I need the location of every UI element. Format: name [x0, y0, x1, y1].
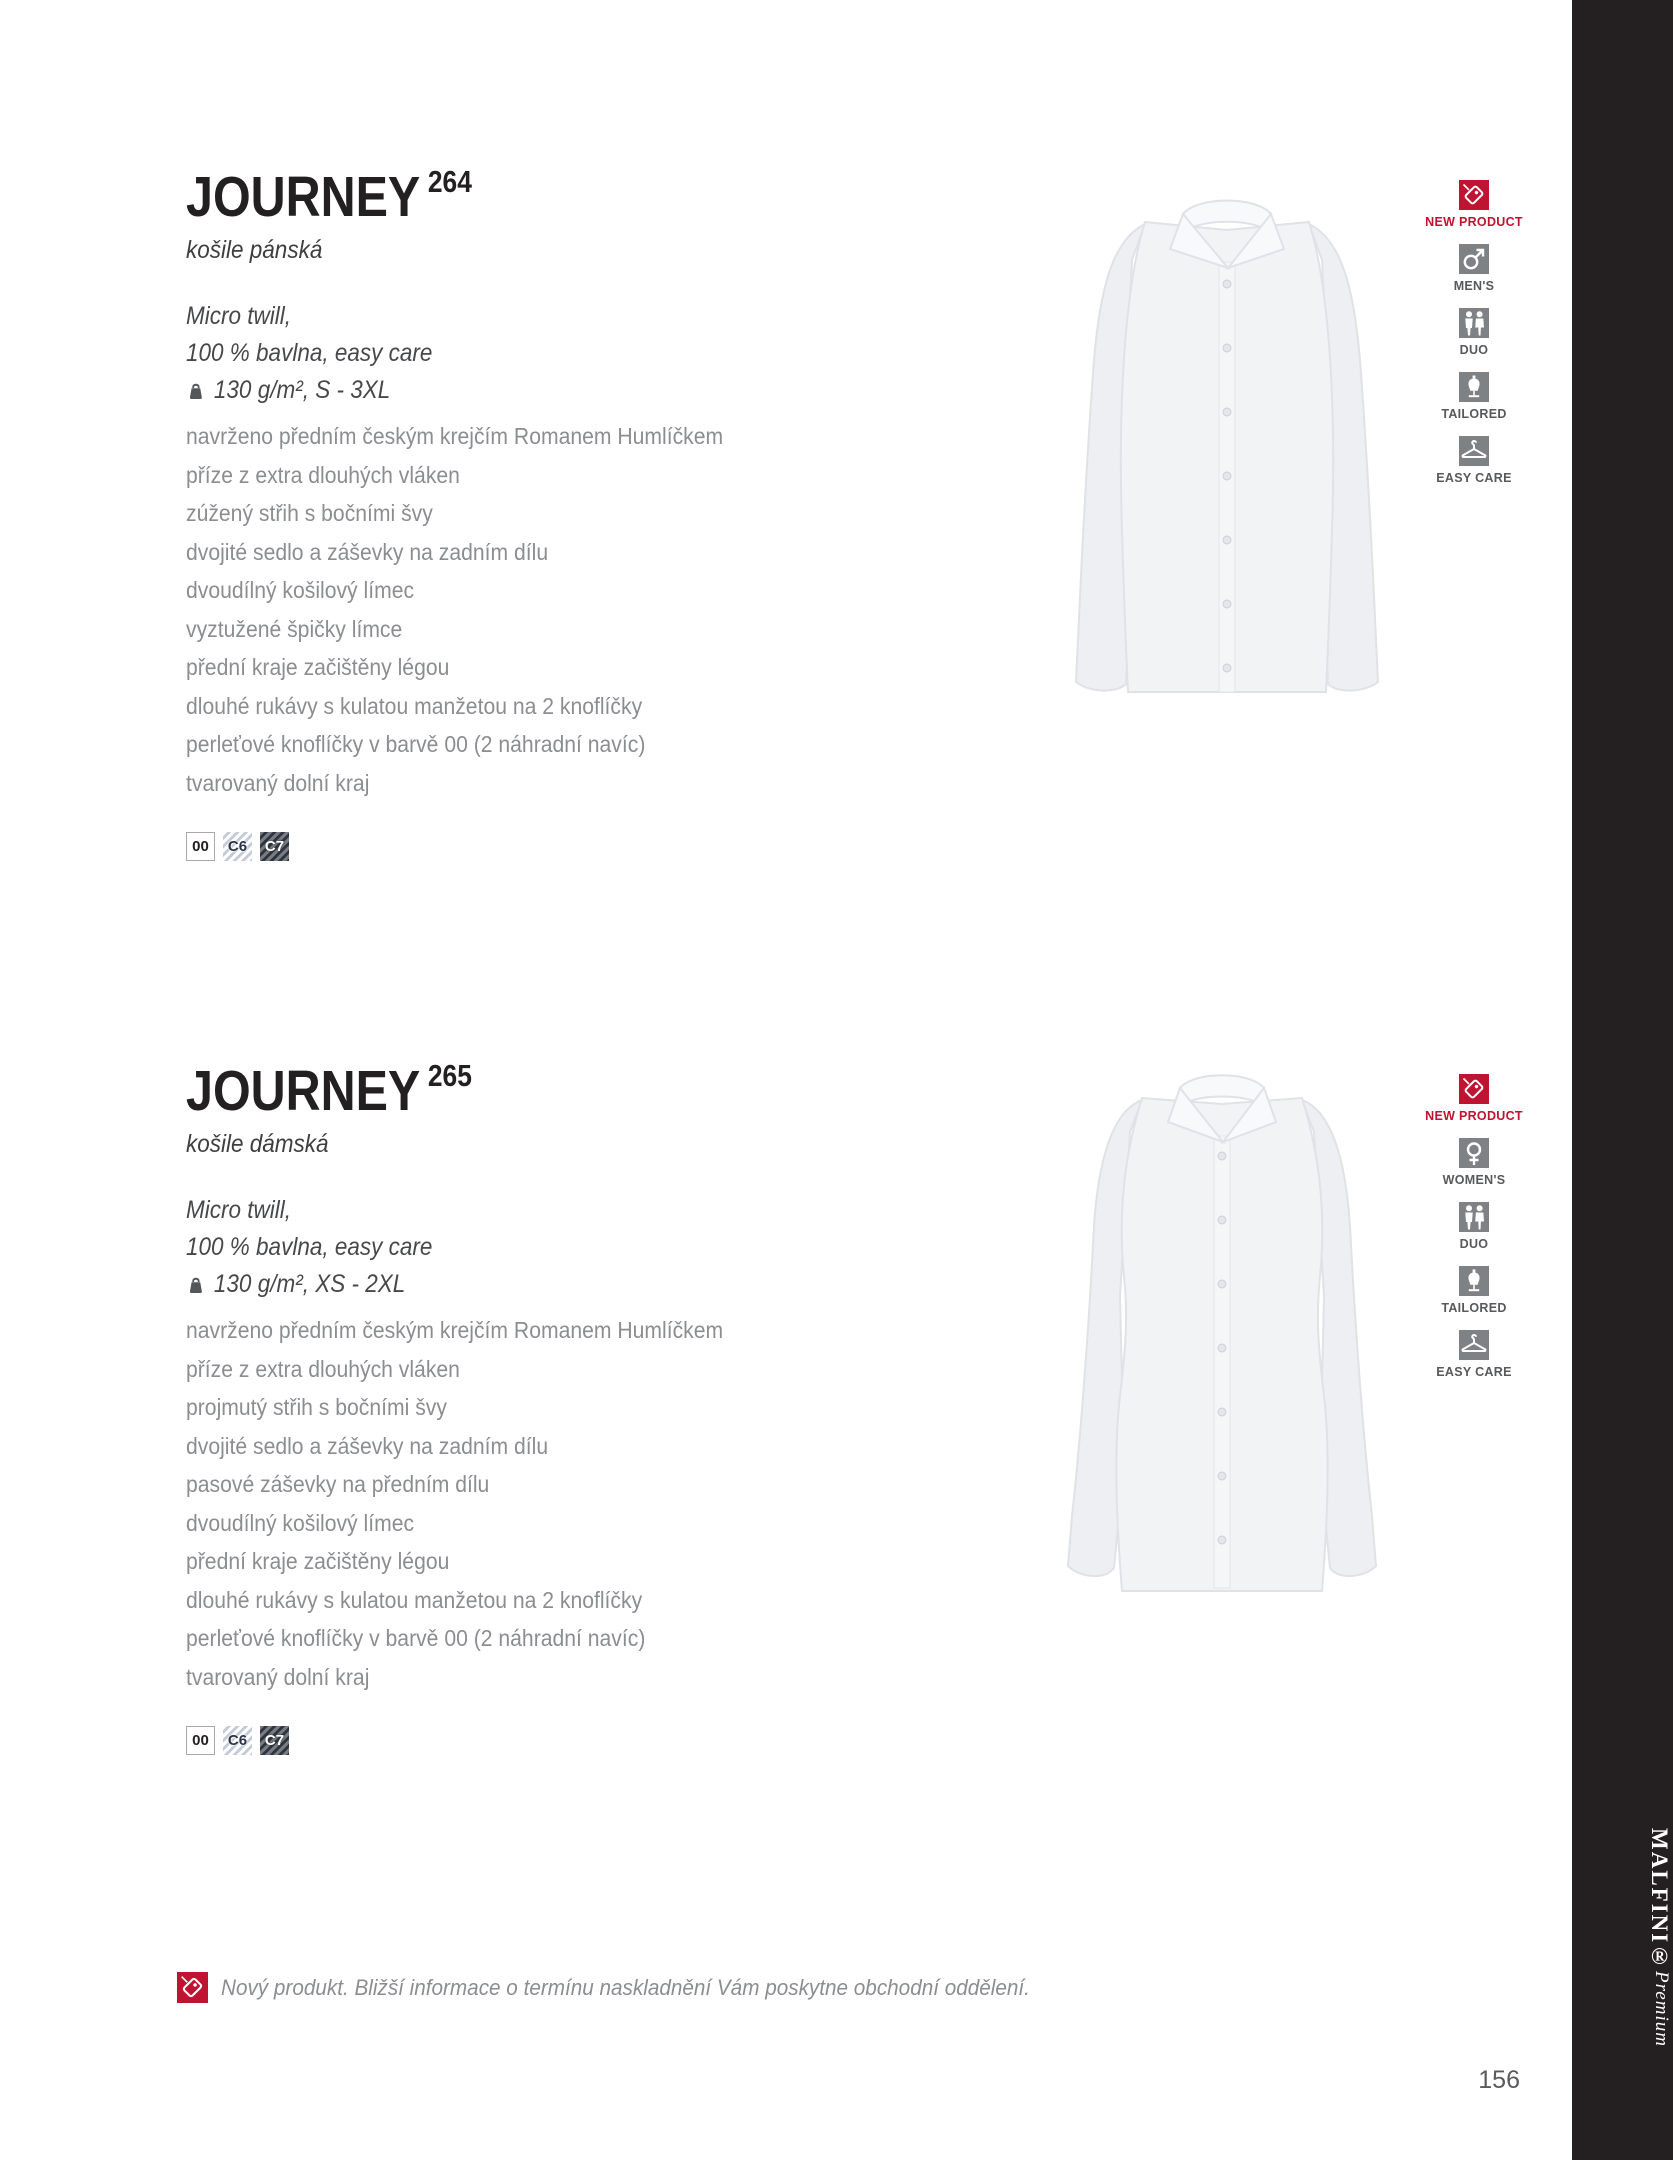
- feature-item: pasové záševky na předním dílu: [186, 1471, 490, 1497]
- product-code: 264: [427, 164, 472, 199]
- feature-item: přední kraje začištěny légou: [186, 1548, 450, 1574]
- badge-duo: [1459, 308, 1489, 357]
- weight-icon: [186, 1274, 206, 1296]
- badge-label: TAILORED: [1441, 407, 1507, 421]
- feature-item: tvarovaný dolní kraj: [186, 1663, 370, 1690]
- tag-icon: [1459, 180, 1489, 210]
- feature-item: vyztužené špičky límce: [186, 615, 403, 642]
- mens-shirt-photo: [1012, 170, 1442, 700]
- feature-item: dlouhé rukávy s kulatou manžetou na 2 knoflíčky: [186, 692, 643, 719]
- feature-item: příze z extra dlouhých vláken: [186, 1355, 460, 1382]
- badge-easy-care: [1436, 1330, 1511, 1379]
- feature-list: [186, 1311, 723, 1696]
- product-specs: [186, 1192, 432, 1303]
- feature-item: dvoudílný košilový límec: [186, 1509, 415, 1536]
- feature-item: dvoudílný košilový límec: [186, 577, 415, 603]
- feature-item: příze z extra dlouhých vláken: [186, 461, 460, 488]
- brand-sidebar: [1572, 0, 1673, 2160]
- badge-womens: [1443, 1138, 1506, 1187]
- tag-icon: [1459, 1074, 1489, 1104]
- duo-icon: [1459, 1202, 1489, 1232]
- feature-item: přední kraje začištěny légou: [186, 654, 450, 680]
- badge-column: [1414, 1074, 1534, 1379]
- product-name: JOURNEY: [186, 165, 421, 229]
- badge-label: DUO: [1459, 343, 1489, 357]
- shirt-collar-band: [1180, 1075, 1264, 1104]
- color-swatch-c7: C7: [260, 832, 289, 861]
- dress-form-icon: [1459, 372, 1489, 402]
- badge-label: EASY CARE: [1436, 471, 1512, 485]
- badge-label: DUO: [1459, 1237, 1489, 1251]
- feature-item: navrženo předním českým krejčím Romanem Humlíčkem: [186, 423, 724, 449]
- badge-duo: [1459, 1202, 1489, 1251]
- color-swatch-c7: C7: [260, 1726, 289, 1755]
- material-line: Micro twill,: [186, 302, 292, 330]
- color-swatch-00: 00: [186, 832, 215, 861]
- shirt-collar-band: [1183, 201, 1271, 231]
- color-swatch-c6: C6: [223, 832, 252, 861]
- badge-label: WOMEN'S: [1442, 1173, 1506, 1187]
- duo-icon: [1459, 308, 1489, 338]
- product-title: [186, 1058, 472, 1124]
- brand-edition: Premium: [1651, 1971, 1672, 2048]
- badge-label: MEN'S: [1453, 279, 1495, 293]
- hanger-icon: [1459, 436, 1489, 466]
- product-specs: [186, 298, 432, 409]
- badge-easy-care: [1436, 436, 1511, 485]
- badge-label: NEW PRODUCT: [1425, 215, 1523, 229]
- brand-vertical-text: [1572, 1828, 1673, 2047]
- product-name: JOURNEY: [186, 1059, 421, 1123]
- product-journey-264: [0, 164, 1572, 1072]
- product-journey-265: [0, 1058, 1572, 1966]
- material-line: Micro twill,: [186, 1196, 292, 1224]
- female-icon: [1459, 1138, 1489, 1168]
- feature-item: perleťové knoflíčky v barvě 00 (2 náhradní navíc): [186, 731, 646, 757]
- new-product-footnote: [177, 1972, 1100, 2003]
- product-code: 265: [427, 1058, 472, 1093]
- feature-item: dvojité sedlo a záševky na zadním dílu: [186, 538, 549, 565]
- color-swatches: [186, 1726, 289, 1755]
- badge-new-product: [1425, 1074, 1523, 1123]
- tag-icon: [177, 1972, 208, 2003]
- badge-column: [1414, 180, 1534, 485]
- shirt-placket: [1214, 1136, 1230, 1588]
- feature-list: [186, 417, 723, 802]
- weight-sizes-text: 130 g/m², XS - 2XL: [213, 1270, 406, 1298]
- material-line: 100 % bavlna, easy care: [186, 1233, 433, 1261]
- badge-new-product: [1425, 180, 1523, 229]
- weight-sizes-text: 130 g/m², S - 3XL: [213, 376, 391, 404]
- badge-mens: [1454, 244, 1495, 293]
- feature-item: tvarovaný dolní kraj: [186, 769, 370, 796]
- color-swatches: [186, 832, 289, 861]
- hanger-icon: [1459, 1330, 1489, 1360]
- footnote-text: Nový produkt. Bližší informace o termínu naskladnění Vám poskytne obchodní oddělení.: [221, 1974, 1030, 2000]
- womens-shirt-photo: [1002, 1046, 1442, 1606]
- badge-label: EASY CARE: [1436, 1365, 1512, 1379]
- weight-icon: [186, 380, 206, 402]
- brand-name: MALFINI®: [1647, 1828, 1672, 1972]
- material-line: 100 % bavlna, easy care: [186, 339, 433, 367]
- badge-tailored: [1441, 372, 1506, 421]
- feature-item: dvojité sedlo a záševky na zadním dílu: [186, 1432, 549, 1459]
- feature-item: projmutý střih s bočními švy: [186, 1394, 447, 1420]
- weight-sizes-row: [186, 1266, 432, 1303]
- dress-form-icon: [1459, 1266, 1489, 1296]
- weight-sizes-row: [186, 372, 432, 409]
- product-subtitle: košile dámská: [186, 1130, 329, 1158]
- page-number: 156: [1478, 2066, 1520, 2094]
- feature-item: perleťové knoflíčky v barvě 00 (2 náhradní navíc): [186, 1625, 646, 1651]
- badge-tailored: [1441, 1266, 1506, 1315]
- feature-item: dlouhé rukávy s kulatou manžetou na 2 knoflíčky: [186, 1586, 643, 1613]
- color-swatch-c6: C6: [223, 1726, 252, 1755]
- product-subtitle: košile pánská: [186, 236, 323, 264]
- feature-item: navrženo předním českým krejčím Romanem Humlíčkem: [186, 1317, 724, 1343]
- badge-label: NEW PRODUCT: [1425, 1109, 1523, 1123]
- color-swatch-00: 00: [186, 1726, 215, 1755]
- feature-item: zúžený střih s bočními švy: [186, 500, 433, 526]
- male-icon: [1459, 244, 1489, 274]
- badge-label: TAILORED: [1441, 1301, 1507, 1315]
- product-title: [186, 164, 472, 230]
